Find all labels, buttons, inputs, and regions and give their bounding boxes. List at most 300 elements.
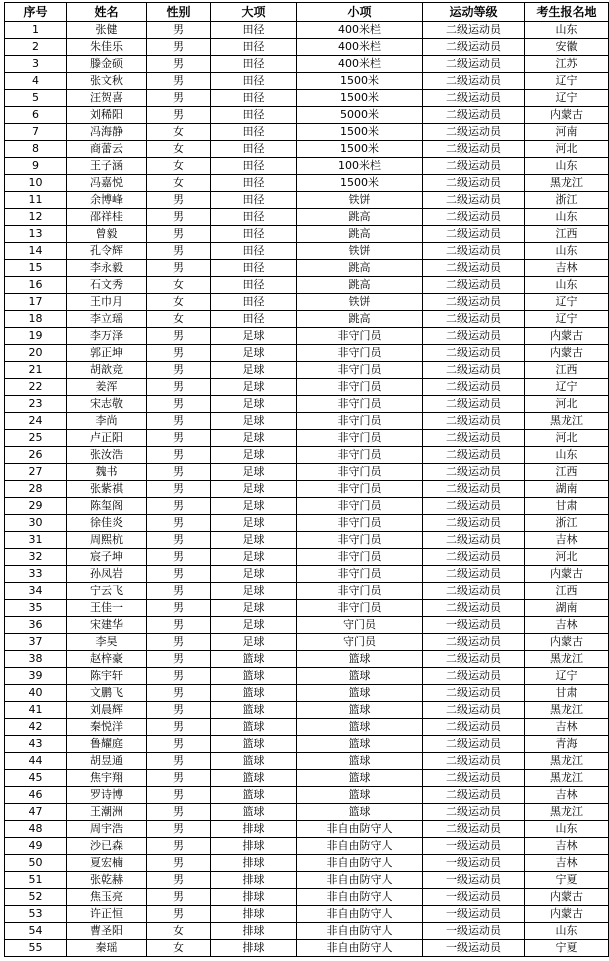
cell-level: 二级运动员	[423, 73, 525, 90]
cell-name: 胡昱通	[67, 753, 147, 770]
cell-sport: 篮球	[211, 736, 297, 753]
cell-region: 甘肃	[525, 685, 609, 702]
cell-sport: 足球	[211, 566, 297, 583]
cell-gender: 男	[147, 753, 211, 770]
cell-event: 篮球	[297, 770, 423, 787]
cell-region: 内蒙古	[525, 634, 609, 651]
cell-event: 篮球	[297, 668, 423, 685]
cell-name: 陈宇轩	[67, 668, 147, 685]
cell-seq: 38	[5, 651, 67, 668]
table-row	[5, 736, 609, 753]
cell-seq: 4	[5, 73, 67, 90]
cell-level: 一级运动员	[423, 923, 525, 940]
cell-seq: 2	[5, 39, 67, 56]
header-row	[5, 3, 609, 22]
cell-seq: 21	[5, 362, 67, 379]
cell-gender: 男	[147, 906, 211, 923]
cell-region: 内蒙古	[525, 889, 609, 906]
cell-name: 许正恒	[67, 906, 147, 923]
cell-sport: 田径	[211, 277, 297, 294]
cell-seq: 8	[5, 141, 67, 158]
cell-name: 文鹏飞	[67, 685, 147, 702]
cell-sport: 田径	[211, 107, 297, 124]
cell-level: 二级运动员	[423, 22, 525, 39]
cell-seq: 32	[5, 549, 67, 566]
table-row	[5, 192, 609, 209]
cell-level: 二级运动员	[423, 158, 525, 175]
cell-sport: 足球	[211, 634, 297, 651]
cell-seq: 37	[5, 634, 67, 651]
cell-gender: 男	[147, 770, 211, 787]
table-row	[5, 464, 609, 481]
cell-gender: 男	[147, 549, 211, 566]
cell-sport: 足球	[211, 328, 297, 345]
cell-sport: 田径	[211, 311, 297, 328]
cell-sport: 排球	[211, 889, 297, 906]
cell-region: 江西	[525, 226, 609, 243]
cell-name: 李立瑶	[67, 311, 147, 328]
cell-sport: 足球	[211, 345, 297, 362]
cell-gender: 男	[147, 838, 211, 855]
cell-name: 曾毅	[67, 226, 147, 243]
cell-gender: 男	[147, 855, 211, 872]
cell-event: 400米栏	[297, 39, 423, 56]
cell-sport: 排球	[211, 906, 297, 923]
table-row	[5, 39, 609, 56]
table-row	[5, 141, 609, 158]
cell-name: 胡歆竞	[67, 362, 147, 379]
table-row	[5, 566, 609, 583]
table-row	[5, 311, 609, 328]
table-row	[5, 770, 609, 787]
header-seq: 序号	[5, 3, 67, 22]
cell-event: 铁饼	[297, 192, 423, 209]
header-name: 姓名	[67, 3, 147, 22]
cell-level: 一级运动员	[423, 838, 525, 855]
cell-level: 二级运动员	[423, 124, 525, 141]
cell-sport: 足球	[211, 549, 297, 566]
cell-sport: 田径	[211, 39, 297, 56]
cell-gender: 女	[147, 294, 211, 311]
table-row	[5, 226, 609, 243]
cell-name: 李万泽	[67, 328, 147, 345]
cell-sport: 田径	[211, 158, 297, 175]
cell-name: 张紫祺	[67, 481, 147, 498]
cell-region: 黑龙江	[525, 651, 609, 668]
cell-sport: 篮球	[211, 719, 297, 736]
cell-region: 吉林	[525, 617, 609, 634]
table-row	[5, 328, 609, 345]
cell-seq: 1	[5, 22, 67, 39]
cell-seq: 15	[5, 260, 67, 277]
cell-region: 内蒙古	[525, 345, 609, 362]
cell-seq: 7	[5, 124, 67, 141]
cell-event: 1500米	[297, 73, 423, 90]
cell-level: 二级运动员	[423, 787, 525, 804]
cell-level: 二级运动员	[423, 277, 525, 294]
cell-level: 二级运动员	[423, 685, 525, 702]
cell-event: 非自由防守人	[297, 906, 423, 923]
cell-sport: 足球	[211, 481, 297, 498]
cell-event: 非自由防守人	[297, 889, 423, 906]
table-row	[5, 821, 609, 838]
cell-level: 一级运动员	[423, 889, 525, 906]
cell-level: 二级运动员	[423, 583, 525, 600]
cell-event: 非自由防守人	[297, 923, 423, 940]
cell-sport: 田径	[211, 175, 297, 192]
cell-sport: 足球	[211, 413, 297, 430]
cell-gender: 女	[147, 158, 211, 175]
cell-seq: 46	[5, 787, 67, 804]
cell-name: 冯海静	[67, 124, 147, 141]
cell-name: 宋志敬	[67, 396, 147, 413]
cell-sport: 排球	[211, 838, 297, 855]
table-row	[5, 600, 609, 617]
cell-gender: 女	[147, 940, 211, 957]
table-row	[5, 906, 609, 923]
cell-sport: 篮球	[211, 804, 297, 821]
table-row	[5, 158, 609, 175]
cell-seq: 12	[5, 209, 67, 226]
cell-seq: 42	[5, 719, 67, 736]
table-row	[5, 651, 609, 668]
cell-sport: 足球	[211, 430, 297, 447]
cell-seq: 23	[5, 396, 67, 413]
cell-gender: 男	[147, 22, 211, 39]
cell-gender: 男	[147, 889, 211, 906]
cell-region: 辽宁	[525, 90, 609, 107]
cell-region: 黑龙江	[525, 413, 609, 430]
cell-region: 吉林	[525, 532, 609, 549]
cell-sport: 足球	[211, 396, 297, 413]
cell-level: 二级运动员	[423, 243, 525, 260]
cell-region: 宁夏	[525, 940, 609, 957]
cell-seq: 34	[5, 583, 67, 600]
cell-level: 二级运动员	[423, 39, 525, 56]
cell-gender: 男	[147, 90, 211, 107]
table-row	[5, 753, 609, 770]
header-event: 小项	[297, 3, 423, 22]
cell-name: 朱佳乐	[67, 39, 147, 56]
cell-sport: 田径	[211, 124, 297, 141]
cell-event: 篮球	[297, 753, 423, 770]
cell-name: 余博峰	[67, 192, 147, 209]
cell-seq: 27	[5, 464, 67, 481]
cell-level: 二级运动员	[423, 362, 525, 379]
cell-event: 跳高	[297, 260, 423, 277]
cell-sport: 田径	[211, 90, 297, 107]
cell-name: 焦宇翔	[67, 770, 147, 787]
cell-name: 冯嘉悦	[67, 175, 147, 192]
cell-name: 张乾赫	[67, 872, 147, 889]
cell-region: 江苏	[525, 56, 609, 73]
cell-event: 篮球	[297, 787, 423, 804]
cell-name: 陈玺阁	[67, 498, 147, 515]
cell-seq: 10	[5, 175, 67, 192]
cell-region: 黑龙江	[525, 175, 609, 192]
table-row	[5, 362, 609, 379]
cell-gender: 男	[147, 447, 211, 464]
cell-event: 非自由防守人	[297, 838, 423, 855]
cell-event: 非守门员	[297, 600, 423, 617]
cell-event: 非守门员	[297, 430, 423, 447]
cell-region: 黑龙江	[525, 753, 609, 770]
cell-name: 张文秋	[67, 73, 147, 90]
table-row	[5, 889, 609, 906]
cell-region: 江西	[525, 362, 609, 379]
cell-gender: 男	[147, 787, 211, 804]
cell-seq: 53	[5, 906, 67, 923]
cell-gender: 男	[147, 362, 211, 379]
cell-region: 山东	[525, 447, 609, 464]
cell-seq: 54	[5, 923, 67, 940]
cell-region: 山东	[525, 158, 609, 175]
table-row	[5, 175, 609, 192]
cell-seq: 39	[5, 668, 67, 685]
cell-level: 二级运动员	[423, 447, 525, 464]
cell-level: 二级运动员	[423, 481, 525, 498]
table-row	[5, 396, 609, 413]
table-row	[5, 481, 609, 498]
table-row	[5, 447, 609, 464]
table-row	[5, 549, 609, 566]
table-row	[5, 855, 609, 872]
cell-region: 辽宁	[525, 379, 609, 396]
cell-event: 非守门员	[297, 464, 423, 481]
cell-gender: 男	[147, 396, 211, 413]
cell-sport: 排球	[211, 855, 297, 872]
cell-name: 沙已森	[67, 838, 147, 855]
cell-sport: 田径	[211, 243, 297, 260]
table-row	[5, 277, 609, 294]
cell-level: 二级运动员	[423, 430, 525, 447]
cell-level: 二级运动员	[423, 600, 525, 617]
cell-gender: 男	[147, 56, 211, 73]
cell-event: 跳高	[297, 277, 423, 294]
cell-region: 山东	[525, 821, 609, 838]
cell-gender: 男	[147, 515, 211, 532]
cell-event: 1500米	[297, 175, 423, 192]
cell-gender: 女	[147, 124, 211, 141]
cell-level: 一级运动员	[423, 617, 525, 634]
cell-gender: 男	[147, 566, 211, 583]
cell-sport: 篮球	[211, 787, 297, 804]
cell-sport: 篮球	[211, 685, 297, 702]
cell-region: 山东	[525, 277, 609, 294]
cell-seq: 49	[5, 838, 67, 855]
cell-seq: 25	[5, 430, 67, 447]
cell-gender: 男	[147, 328, 211, 345]
cell-gender: 男	[147, 736, 211, 753]
table-row	[5, 685, 609, 702]
cell-level: 一级运动员	[423, 855, 525, 872]
cell-event: 守门员	[297, 634, 423, 651]
table-row	[5, 345, 609, 362]
cell-sport: 篮球	[211, 770, 297, 787]
header-level: 运动等级	[423, 3, 525, 22]
cell-level: 二级运动员	[423, 668, 525, 685]
table-row	[5, 379, 609, 396]
cell-gender: 男	[147, 464, 211, 481]
cell-seq: 44	[5, 753, 67, 770]
cell-name: 周熙杭	[67, 532, 147, 549]
cell-seq: 43	[5, 736, 67, 753]
cell-seq: 29	[5, 498, 67, 515]
table-row	[5, 532, 609, 549]
cell-event: 非自由防守人	[297, 821, 423, 838]
table-row	[5, 107, 609, 124]
cell-region: 青海	[525, 736, 609, 753]
cell-region: 内蒙古	[525, 107, 609, 124]
cell-seq: 33	[5, 566, 67, 583]
table-row	[5, 515, 609, 532]
cell-name: 李昊	[67, 634, 147, 651]
cell-seq: 48	[5, 821, 67, 838]
cell-gender: 女	[147, 277, 211, 294]
cell-sport: 田径	[211, 226, 297, 243]
cell-gender: 男	[147, 39, 211, 56]
table-row	[5, 22, 609, 39]
cell-gender: 男	[147, 600, 211, 617]
cell-region: 内蒙古	[525, 328, 609, 345]
cell-sport: 田径	[211, 73, 297, 90]
cell-name: 宋建华	[67, 617, 147, 634]
cell-name: 郭正坤	[67, 345, 147, 362]
cell-event: 400米栏	[297, 56, 423, 73]
cell-seq: 20	[5, 345, 67, 362]
cell-level: 二级运动员	[423, 209, 525, 226]
cell-region: 辽宁	[525, 668, 609, 685]
table-row	[5, 498, 609, 515]
cell-gender: 男	[147, 413, 211, 430]
header-sport: 大项	[211, 3, 297, 22]
cell-level: 二级运动员	[423, 532, 525, 549]
cell-region: 吉林	[525, 787, 609, 804]
header-gender: 性别	[147, 3, 211, 22]
table-row	[5, 702, 609, 719]
cell-gender: 男	[147, 719, 211, 736]
cell-gender: 男	[147, 668, 211, 685]
table-row	[5, 634, 609, 651]
table-row	[5, 583, 609, 600]
cell-region: 内蒙古	[525, 906, 609, 923]
cell-seq: 36	[5, 617, 67, 634]
cell-sport: 足球	[211, 464, 297, 481]
cell-gender: 女	[147, 311, 211, 328]
cell-seq: 9	[5, 158, 67, 175]
cell-event: 非守门员	[297, 447, 423, 464]
cell-region: 江西	[525, 583, 609, 600]
cell-gender: 男	[147, 498, 211, 515]
cell-seq: 11	[5, 192, 67, 209]
cell-seq: 55	[5, 940, 67, 957]
cell-gender: 男	[147, 821, 211, 838]
cell-gender: 男	[147, 379, 211, 396]
table-row	[5, 617, 609, 634]
table-row	[5, 260, 609, 277]
table-row	[5, 940, 609, 957]
table-row	[5, 872, 609, 889]
table-row	[5, 923, 609, 940]
cell-region: 吉林	[525, 855, 609, 872]
cell-sport: 田径	[211, 141, 297, 158]
cell-gender: 男	[147, 872, 211, 889]
cell-level: 二级运动员	[423, 396, 525, 413]
cell-event: 100米栏	[297, 158, 423, 175]
cell-gender: 男	[147, 226, 211, 243]
cell-event: 非自由防守人	[297, 940, 423, 957]
cell-gender: 男	[147, 685, 211, 702]
cell-seq: 28	[5, 481, 67, 498]
cell-name: 李尚	[67, 413, 147, 430]
cell-region: 辽宁	[525, 294, 609, 311]
cell-gender: 男	[147, 209, 211, 226]
cell-name: 焦玉亮	[67, 889, 147, 906]
cell-gender: 男	[147, 73, 211, 90]
cell-level: 二级运动员	[423, 192, 525, 209]
cell-level: 二级运动员	[423, 175, 525, 192]
cell-name: 王潮洲	[67, 804, 147, 821]
cell-event: 跳高	[297, 209, 423, 226]
cell-sport: 足球	[211, 362, 297, 379]
cell-name: 曹圣阳	[67, 923, 147, 940]
cell-name: 汪贺喜	[67, 90, 147, 107]
table-row	[5, 430, 609, 447]
cell-level: 二级运动员	[423, 90, 525, 107]
cell-sport: 足球	[211, 498, 297, 515]
cell-gender: 男	[147, 430, 211, 447]
cell-event: 跳高	[297, 311, 423, 328]
cell-event: 铁饼	[297, 294, 423, 311]
cell-seq: 6	[5, 107, 67, 124]
cell-name: 商蕾云	[67, 141, 147, 158]
cell-sport: 篮球	[211, 651, 297, 668]
cell-region: 河北	[525, 396, 609, 413]
cell-seq: 5	[5, 90, 67, 107]
cell-level: 二级运动员	[423, 328, 525, 345]
cell-seq: 40	[5, 685, 67, 702]
cell-level: 二级运动员	[423, 141, 525, 158]
cell-region: 山东	[525, 209, 609, 226]
cell-event: 非守门员	[297, 413, 423, 430]
cell-sport: 足球	[211, 515, 297, 532]
cell-event: 非守门员	[297, 549, 423, 566]
cell-seq: 31	[5, 532, 67, 549]
cell-sport: 篮球	[211, 702, 297, 719]
cell-name: 孔令辉	[67, 243, 147, 260]
cell-seq: 3	[5, 56, 67, 73]
cell-seq: 30	[5, 515, 67, 532]
cell-gender: 女	[147, 141, 211, 158]
cell-region: 吉林	[525, 838, 609, 855]
cell-event: 1500米	[297, 124, 423, 141]
cell-sport: 排球	[211, 821, 297, 838]
cell-level: 二级运动员	[423, 107, 525, 124]
cell-event: 篮球	[297, 685, 423, 702]
table-row	[5, 838, 609, 855]
cell-region: 江西	[525, 464, 609, 481]
cell-region: 山东	[525, 243, 609, 260]
cell-gender: 男	[147, 481, 211, 498]
cell-region: 吉林	[525, 719, 609, 736]
cell-seq: 19	[5, 328, 67, 345]
cell-region: 黑龙江	[525, 770, 609, 787]
cell-seq: 51	[5, 872, 67, 889]
cell-seq: 52	[5, 889, 67, 906]
cell-seq: 35	[5, 600, 67, 617]
cell-event: 非守门员	[297, 345, 423, 362]
cell-gender: 男	[147, 617, 211, 634]
